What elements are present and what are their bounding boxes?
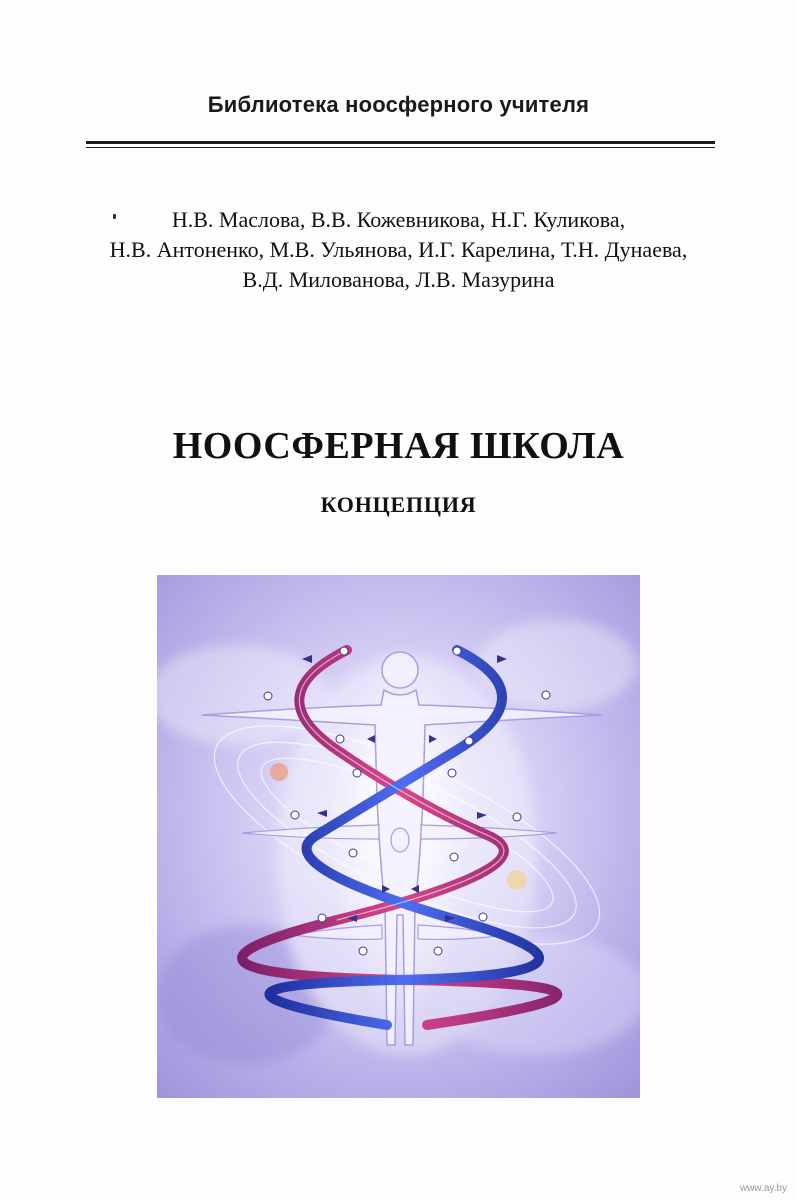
authors-line: В.Д. Милованова, Л.В. Мазурина: [242, 267, 555, 292]
book-title: НООСФЕРНАЯ ШКОЛА: [172, 425, 625, 467]
header-rule-thick: [86, 141, 715, 144]
cover-illustration: [157, 575, 640, 1098]
series-title: Библиотека ноосферного учителя: [207, 92, 590, 117]
authors-line: Н.В. Антоненко, М.В. Ульянова, И.Г. Карелина, Т.Н. Дунаева,: [109, 237, 688, 262]
watermark: www.ay.by: [739, 1183, 787, 1194]
header-rule-thin: [86, 147, 715, 148]
book-subtitle: КОНЦЕПЦИЯ: [320, 492, 477, 517]
authors-block: [40, 205, 757, 295]
authors-line: Н.В. Маслова, В.В. Кожевникова, Н.Г. Куликова,: [171, 207, 626, 232]
helix-human-figure-image: [157, 575, 640, 1098]
